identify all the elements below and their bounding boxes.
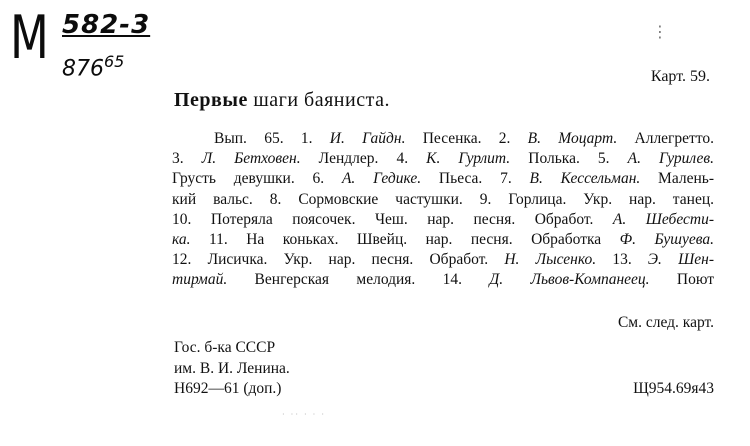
composer-name: В. Кессельман. <box>529 170 641 188</box>
shelf-mark-bottom <box>62 52 124 81</box>
contents-description <box>172 129 714 291</box>
contents-line <box>172 169 714 189</box>
composer-name: А. Гурилев. <box>627 150 714 168</box>
contents-text: Лендлер. 4. <box>300 150 427 168</box>
title-bold: Первые <box>174 89 248 111</box>
composer-name: В. Моцарт. <box>527 130 618 147</box>
composer-name: А. Гедике. <box>341 170 422 188</box>
contents-text: Малень- <box>640 170 714 188</box>
contents-text: Вып. 65. 1. <box>214 130 330 147</box>
classification-code: Щ954.69я43 <box>633 380 714 397</box>
composer-name: А. Шебести- <box>612 210 714 228</box>
imprint-line: им. В. И. Ленина. <box>174 359 290 377</box>
composer-name: Н. Лысенко. <box>504 251 597 269</box>
card-number: Карт. 59. <box>650 68 710 85</box>
contents-text: Пьеса. 7. <box>421 170 530 188</box>
contents-line <box>172 129 714 149</box>
contents-text: Поют <box>649 271 714 289</box>
see-next-card: См. след. карт. <box>617 314 714 331</box>
composer-name: Ф. Бушуева. <box>619 231 714 249</box>
contents-line <box>172 190 714 210</box>
composer-name: Д. Львов-Компанеец. <box>489 271 650 289</box>
composer-name: Л. Бетховен. <box>201 150 301 168</box>
title-rest: шаги баяниста. <box>247 89 390 111</box>
contents-text: 10. Потеряла поясочек. Чеш. нар. песня. Обработ. <box>172 210 613 228</box>
imprint-line: Гос. б-ка СССР <box>174 339 276 356</box>
library-imprint <box>174 338 290 400</box>
paper-specks: · ·· · · · <box>282 410 326 419</box>
contents-text: Венгерская мелодия. 14. <box>227 271 490 289</box>
contents-line <box>172 210 714 230</box>
contents-text: Аллегретто. <box>617 130 715 147</box>
contents-text: Полька. 5. <box>510 150 628 168</box>
pencil-mark: ⋮ <box>652 22 668 41</box>
contents-text: 3. <box>172 150 202 168</box>
contents-text: 12. Лисичка. Укр. нар. песня. Обработ. <box>172 251 505 269</box>
book-title <box>174 89 390 112</box>
composer-name: ка. <box>172 231 191 249</box>
shelf-mark-top: 582-3 <box>62 10 151 40</box>
contents-line <box>172 270 714 290</box>
contents-line <box>172 250 714 270</box>
contents-line <box>172 149 714 169</box>
contents-line <box>172 230 714 250</box>
shelf-mark-letter: М <box>10 3 49 73</box>
shelf-mark-number: 876 <box>62 56 104 82</box>
contents-text: Песенка. 2. <box>405 130 528 147</box>
contents-text: Грусть девушки. 6. <box>172 170 342 188</box>
contents-text: 13. <box>596 251 648 269</box>
composer-name: И. Гайдн. <box>329 130 406 147</box>
shelf-mark-sup: 65 <box>104 52 125 71</box>
composer-name: тирмай. <box>172 271 228 289</box>
imprint-line: Н692—61 (доп.) <box>174 380 282 397</box>
composer-name: К. Гурлит. <box>426 150 511 168</box>
contents-text: кий вальс. 8. Сормовские частушки. 9. Горлица. Укр. нар. танец. <box>172 190 714 208</box>
contents-text: 11. На коньках. Швейц. нар. песня. Обработка <box>190 231 620 249</box>
composer-name: Э. Шен- <box>647 251 715 269</box>
